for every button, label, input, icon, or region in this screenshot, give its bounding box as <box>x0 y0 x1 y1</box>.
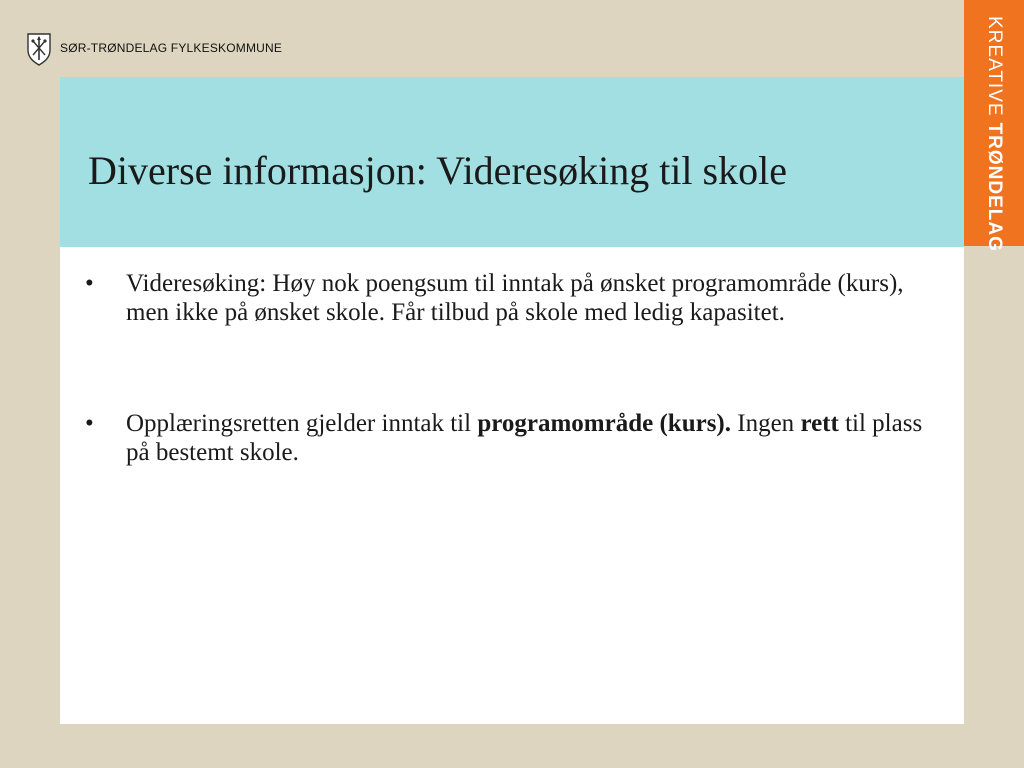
side-text-bold: TRØNDELAG <box>984 122 1005 252</box>
bullet-text: til plass på bestemt skole. <box>126 410 923 466</box>
organization-name: SØR-TRØNDELAG FYLKESKOMMUNE <box>60 41 283 55</box>
bullet-marker: • <box>85 270 94 297</box>
bullet-list <box>85 269 935 467</box>
bullet-bold-text: rett <box>800 410 839 437</box>
kreative-trondelag-tab <box>964 0 1024 252</box>
bullet-bold-text: programområde (kurs). <box>477 410 732 437</box>
bullet-marker: • <box>85 410 94 437</box>
content-area <box>60 247 964 724</box>
bullet-text: Ingen <box>731 410 801 437</box>
title-band <box>60 77 964 247</box>
slide-title: Diverse informasjon: Videresøking til skole <box>88 148 787 193</box>
coat-of-arms-icon <box>26 32 52 66</box>
bullet-item <box>85 409 935 467</box>
side-text-light: KREATIVE <box>984 16 1005 117</box>
bullet-text: Opplæringsretten gjelder inntak til <box>126 410 478 437</box>
kreative-trondelag-logo <box>983 16 1005 252</box>
bullet-item <box>85 269 935 327</box>
bullet-text: Videresøking: Høy nok poengsum til inntak på ønsket programområde (kurs), men ikke på ønsket skole. Får tilbud på skole med ledig kapasitet. <box>126 270 904 326</box>
header-bar <box>0 0 964 77</box>
